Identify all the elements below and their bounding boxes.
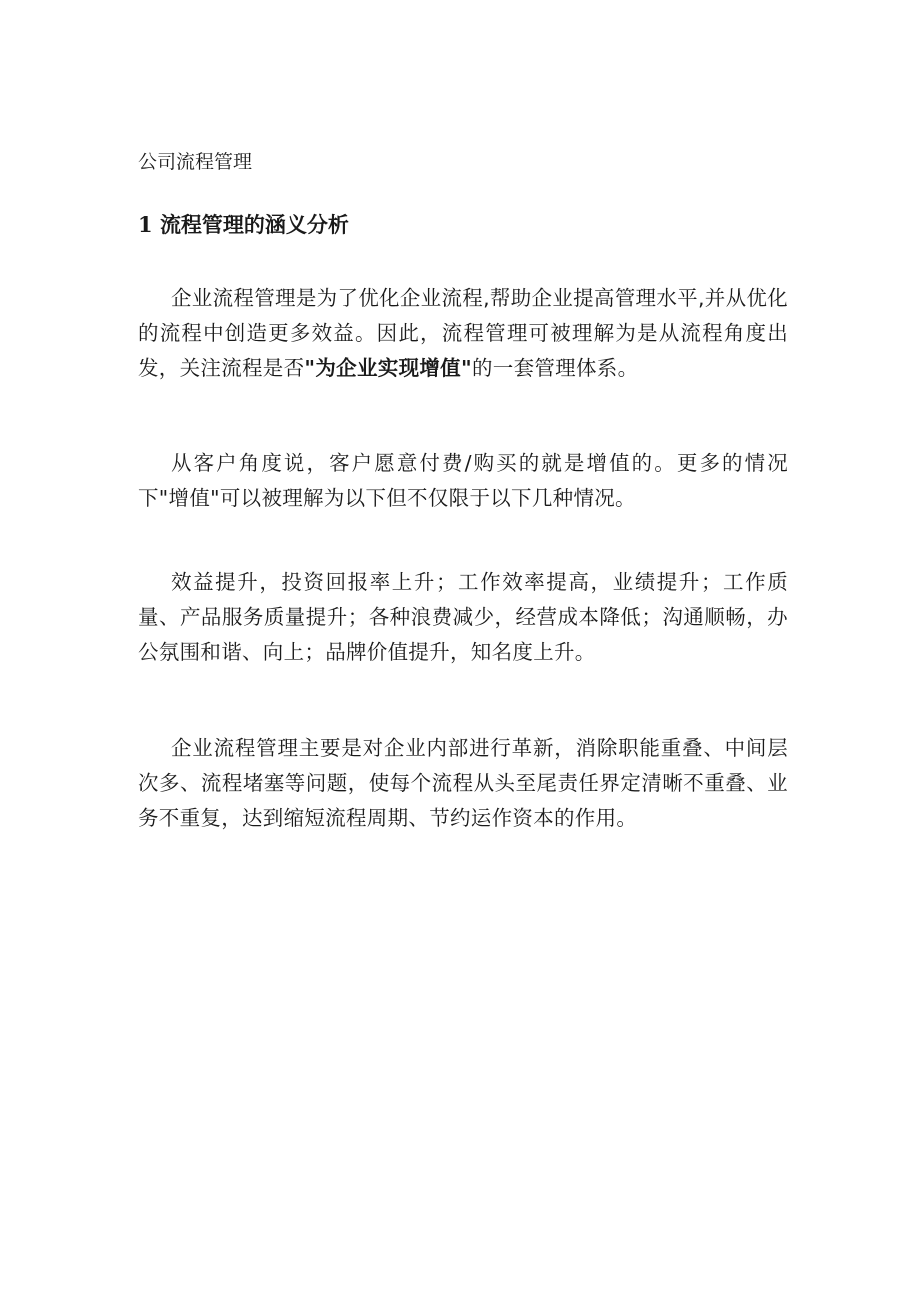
paragraph-text: 企业流程管理是为了优化企业流程,帮助企业提高管理水平,并从优化的流程中创造更多效益。因此，流程管理可被理解为是从流程角度出发，关注流程是否 <box>138 286 788 380</box>
paragraph-definition <box>138 281 788 386</box>
paragraph-value-list: 效益提升，投资回报率上升；工作效率提高，业绩提升；工作质量、产品服务质量提升；各种浪费减少，经营成本降低；沟通顺畅，办公氛围和谐、向上；品牌价值提升，知名度上升。 <box>138 570 788 664</box>
section-title: 流程管理的涵义分析 <box>159 213 349 237</box>
paragraph-text-end: 的一套管理体系。 <box>471 356 639 380</box>
section-number: 1 <box>138 212 153 237</box>
section-heading <box>138 211 349 239</box>
paragraph-customer-view: 从客户角度说，客户愿意付费/购买的就是增值的。更多的情况下"增值"可以被理解为以下但不仅限于以下几种情况。 <box>138 451 788 510</box>
document-title: 公司流程管理 <box>138 151 253 173</box>
emphasis-text: "为企业实现增值" <box>304 356 472 380</box>
paragraph-reform: 企业流程管理主要是对企业内部进行革新，消除职能重叠、中间层次多、流程堵塞等问题，使每个流程从头至尾责任界定清晰不重叠、业务不重复，达到缩短流程周期、节约运作资本的作用。 <box>138 736 788 830</box>
